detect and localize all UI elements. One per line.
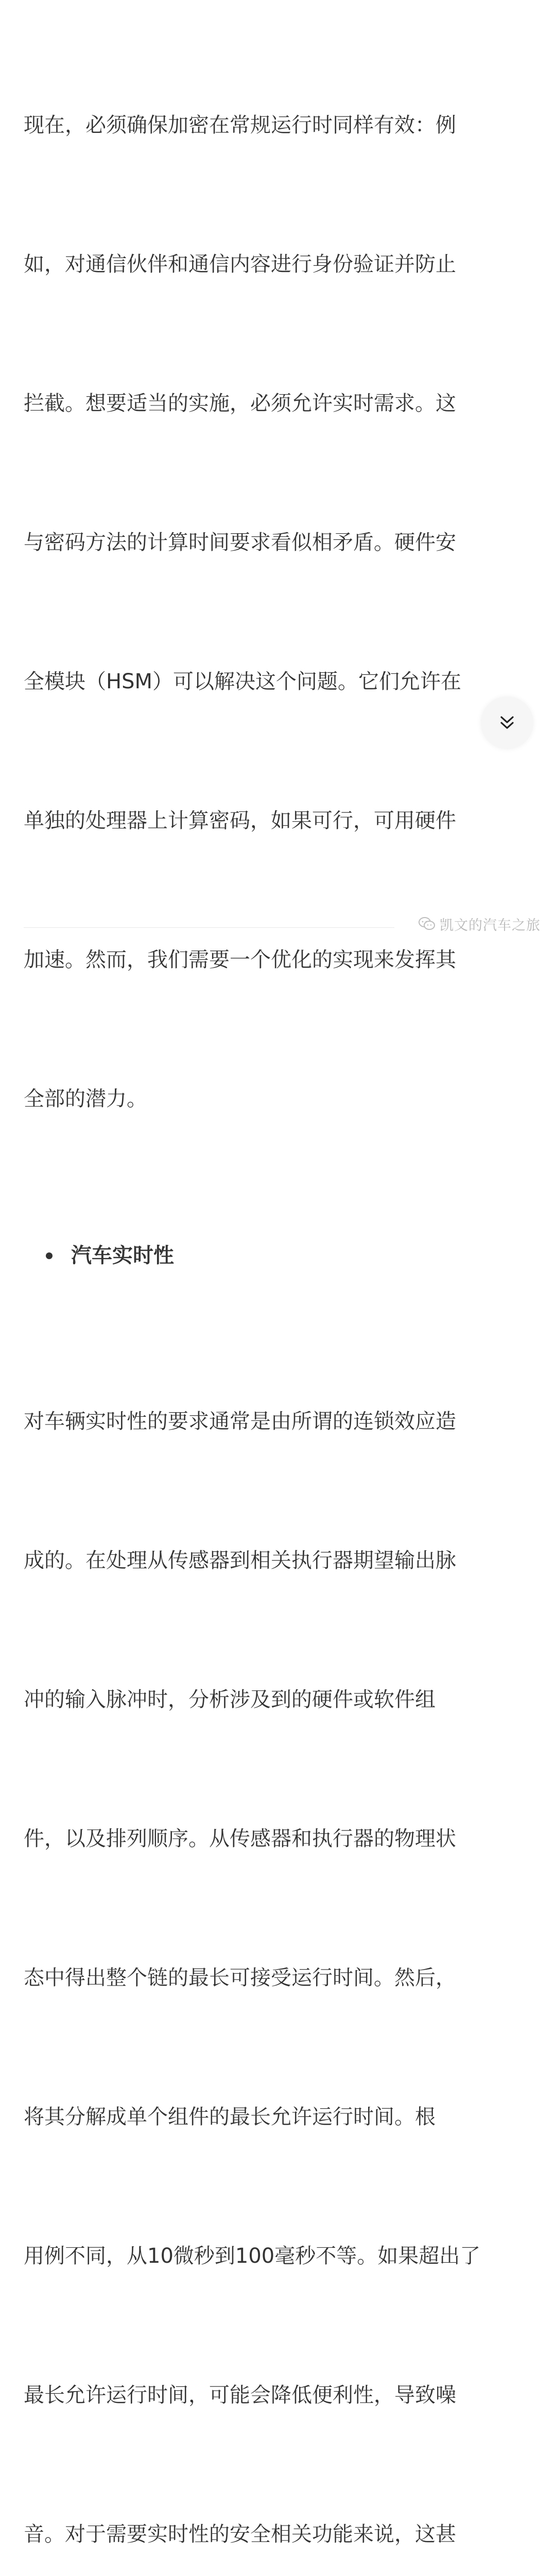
paragraph-line: 拦截。想要适当的实施，必须允许实时需求。这 xyxy=(24,392,456,415)
paragraph-line: 音。对于需要实时性的安全相关功能来说，这甚 xyxy=(24,2522,456,2546)
paragraph-line: 单独的处理器上计算密码，如果可行，可用硬件 xyxy=(24,809,456,833)
paragraph-line: 最长允许运行时间，可能会降低便利性，导致噪 xyxy=(24,2383,456,2407)
watermark xyxy=(418,916,541,934)
paragraph-line: 与密码方法的计算时间要求看似相矛盾。硬件安 xyxy=(24,531,456,554)
paragraph-line: 全部的潜力。 xyxy=(24,1087,147,1111)
wechat-icon xyxy=(418,917,436,931)
paragraph-line: 对车辆实时性的要求通常是由所谓的连锁效应造 xyxy=(24,1410,456,1433)
paragraph-line: 冲的输入脉冲时，分析涉及到的硬件或软件组 xyxy=(24,1688,436,1711)
paragraph-line: 全模块（HSM）可以解决这个问题。它们允许在 xyxy=(24,670,461,693)
bullet-heading xyxy=(24,1232,518,1279)
scroll-down-button[interactable] xyxy=(481,697,533,749)
watermark-text: 凯文的汽车之旅 xyxy=(440,917,541,934)
divider xyxy=(24,927,394,928)
paragraph-line: 成的。在处理从传感器到相关执行器期望输出脉 xyxy=(24,1549,456,1572)
paragraph-line: 现在，必须确保加密在常规运行时同样有效：例 xyxy=(24,113,456,137)
bullet-heading-text: 汽车实时性 xyxy=(71,1244,174,1267)
paragraph-line: 用例不同，从10微秒到100毫秒不等。如果超出了 xyxy=(24,2244,481,2268)
paragraph-realtime xyxy=(24,1306,518,2576)
paragraph-encryption xyxy=(24,9,518,1215)
paragraph-line: 态中得出整个链的最长可接受运行时间。然后， xyxy=(24,1966,456,1990)
paragraph-line: 加速。然而，我们需要一个优化的实现来发挥其 xyxy=(24,948,456,972)
bullet-dot-icon xyxy=(46,1252,53,1259)
paragraph-line: 如，对通信伙伴和通信内容进行身份验证并防止 xyxy=(24,252,456,276)
paragraph-line: 件，以及排列顺序。从传感器和执行器的物理状 xyxy=(24,1827,456,1851)
paragraph-line: 将其分解成单个组件的最长允许运行时间。根 xyxy=(24,2105,436,2129)
article-body xyxy=(24,9,518,2576)
double-chevron-down-icon xyxy=(498,714,516,732)
